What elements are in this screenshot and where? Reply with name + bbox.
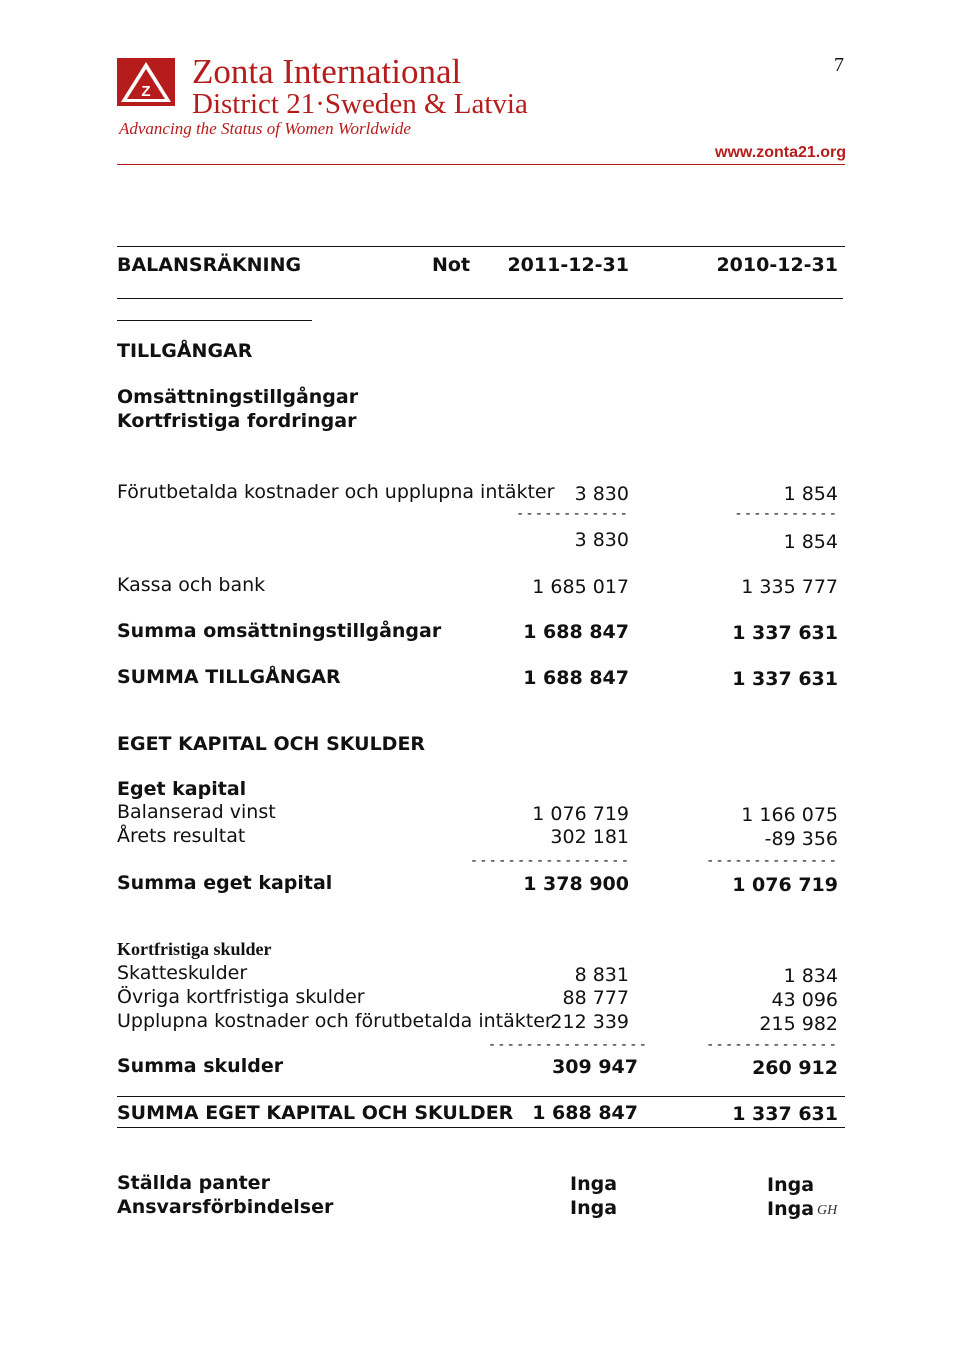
- tax-label: Skatteskulder: [117, 962, 248, 984]
- dashed-separator: --------------: [705, 853, 838, 869]
- zonta-logo: [117, 58, 175, 106]
- short-receivables-heading: Kortfristiga fordringar: [117, 410, 357, 432]
- prepaid-2010: 1 854: [783, 483, 838, 505]
- cash-2011: 1 685 017: [532, 576, 629, 598]
- org-name: Zonta International: [192, 52, 462, 91]
- sum-current-assets-label: Summa omsättningstillgångar: [117, 620, 442, 642]
- retained-2010: 1 166 075: [741, 804, 838, 826]
- col-2010-header: 2010-12-31: [716, 254, 838, 276]
- other-2010: 43 096: [771, 989, 838, 1011]
- tax-2010: 1 834: [783, 965, 838, 987]
- contingent-label: Ansvarsförbindelser: [117, 1196, 334, 1218]
- dashed-separator: -----------------: [469, 853, 630, 869]
- total-equity-liabilities-2011: 1 688 847: [532, 1102, 638, 1124]
- sum-equity-label: Summa eget kapital: [117, 872, 333, 894]
- dashed-separator: --------------: [705, 1037, 838, 1053]
- note-column-header: Not: [432, 254, 471, 276]
- prepaid-sum-2010: 1 854: [783, 531, 838, 553]
- pledged-2010: Inga: [767, 1174, 815, 1196]
- total-top-rule: [117, 1096, 845, 1097]
- pledged-2011: Inga: [570, 1173, 618, 1195]
- prepaid-sum-2011: 3 830: [574, 529, 629, 551]
- pledged-label: Ställda panter: [117, 1172, 270, 1194]
- page-number: 7: [834, 54, 844, 76]
- total-equity-liabilities-label: SUMMA EGET KAPITAL OCH SKULDER: [117, 1102, 514, 1124]
- website-link[interactable]: www.zonta21.org: [715, 144, 846, 161]
- total-assets-2011: 1 688 847: [523, 667, 629, 689]
- accrued-label: Upplupna kostnader och förutbetalda intäkter: [117, 1010, 553, 1032]
- col-2011-header: 2011-12-31: [507, 254, 629, 276]
- result-2010: -89 356: [764, 828, 838, 850]
- assets-heading: TILLGÅNGAR: [117, 340, 253, 362]
- sum-liabilities-2010: 260 912: [752, 1057, 838, 1079]
- prepaid-2011: 3 830: [574, 483, 629, 505]
- sum-equity-2011: 1 378 900: [523, 873, 629, 895]
- equity-heading: Eget kapital: [117, 778, 247, 800]
- other-label: Övriga kortfristiga skulder: [117, 986, 365, 1008]
- cash-label: Kassa och bank: [117, 574, 266, 596]
- total-equity-liabilities-2010: 1 337 631: [732, 1103, 838, 1125]
- sum-equity-2010: 1 076 719: [732, 874, 838, 896]
- tagline: Advancing the Status of Women Worldwide: [119, 119, 411, 138]
- header-divider: [117, 164, 845, 165]
- retained-2011: 1 076 719: [532, 803, 629, 825]
- svg-text:Z: Z: [141, 83, 151, 100]
- other-2011: 88 777: [562, 987, 629, 1009]
- result-2011: 302 181: [550, 826, 629, 848]
- total-assets-label: SUMMA TILLGÅNGAR: [117, 666, 341, 688]
- sum-liabilities-label: Summa skulder: [117, 1055, 284, 1077]
- tax-2011: 8 831: [574, 964, 629, 986]
- sum-current-assets-2010: 1 337 631: [732, 622, 838, 644]
- total-assets-2010: 1 337 631: [732, 668, 838, 690]
- total-bottom-rule: [117, 1127, 845, 1128]
- sum-liabilities-2011: 309 947: [552, 1056, 638, 1078]
- dashed-separator: -----------: [734, 506, 838, 522]
- contingent-2010: Inga: [767, 1198, 815, 1220]
- prepaid-label: Förutbetalda kostnader och upplupna intäkter: [117, 481, 555, 503]
- sum-current-assets-2011: 1 688 847: [523, 621, 629, 643]
- table-top-rule: [117, 246, 845, 247]
- balance-title: BALANSRÄKNING: [117, 254, 302, 276]
- cash-2010: 1 335 777: [741, 576, 838, 598]
- handwritten-initials: GH: [817, 1203, 838, 1218]
- retained-label: Balanserad vinst: [117, 801, 276, 823]
- district-name: District 21·Sweden & Latvia: [192, 88, 528, 120]
- accrued-2011: 212 339: [550, 1011, 629, 1033]
- table-header-rule: [117, 298, 843, 299]
- accrued-2010: 215 982: [759, 1013, 838, 1035]
- section-short-rule: [117, 320, 312, 321]
- dashed-separator: -----------------: [487, 1037, 648, 1053]
- zonta-logo-icon: [117, 58, 175, 106]
- contingent-2011: Inga: [570, 1197, 618, 1219]
- result-label: Årets resultat: [117, 825, 246, 847]
- equity-liabilities-heading: EGET KAPITAL OCH SKULDER: [117, 733, 426, 755]
- dashed-separator: ------------: [515, 506, 629, 522]
- current-assets-heading: Omsättningstillgångar: [117, 386, 359, 408]
- liabilities-heading: Kortfristiga skulder: [117, 939, 272, 959]
